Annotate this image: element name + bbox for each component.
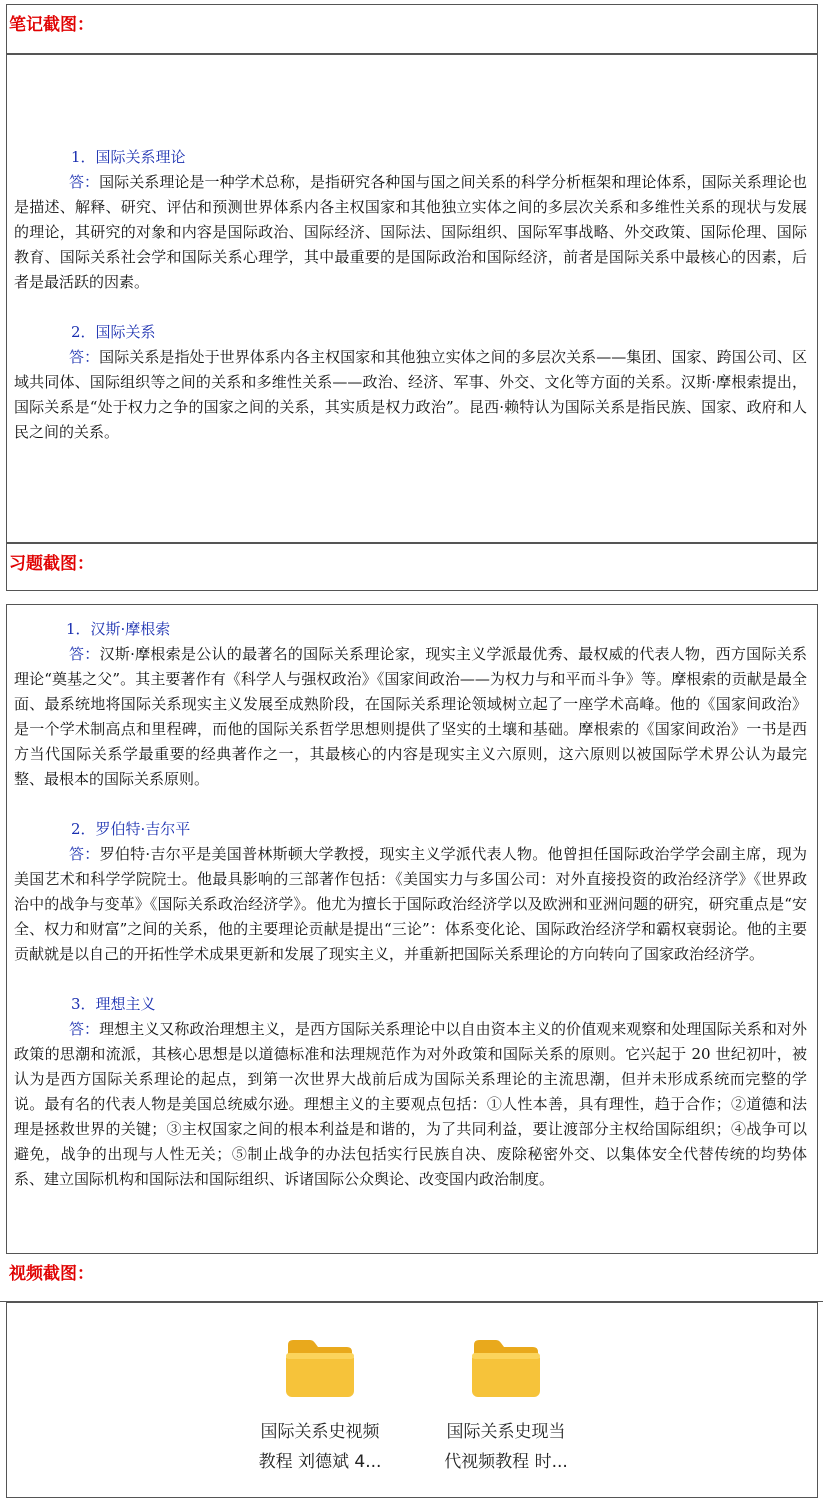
- exercise-body: 答：汉斯·摩根索是公认的最著名的国际关系理论家，现实主义学派最优秀、最权威的代表人物，西方国际关系理论“奠基之父”。其主要著作有《科学人与强权政治》《国家间政治——为权力与和平而斗争》等。摩根索的贡献是最全面、最系统地将国际关系现实主义发展至成熟阶段，在国际关系理论领域树立起了一座学术高峰。他的《国家间政治》是一个学术制高点和里程碑，而他的国际关系哲学思想则提供了坚实的土壤和基础。摩根索的《国家间政治》一书是西方当代国际关系学最重要的经典著作之一，其最核心的内容是现实主义六原则，这六原则以被国际学术界公认为最完整、最根本的国际关系原则。: [14, 645, 807, 788]
- answer-label: 答：: [69, 845, 100, 863]
- answer-label: 答：: [69, 173, 100, 191]
- video-folder-2[interactable]: [431, 1337, 581, 1477]
- note-item: [14, 145, 807, 295]
- exercise-header-box: [6, 543, 818, 591]
- answer-label: 答：: [69, 348, 100, 366]
- video-header-box: [0, 1254, 823, 1302]
- answer-label: 答：: [69, 1020, 100, 1038]
- exercise-item: [14, 817, 807, 967]
- note-body: 答：国际关系理论是一种学术总称，是指研究各种国与国之间关系的科学分析框架和理论体系，国际关系理论也是描述、解释、研究、评估和预测世界体系内各主权国家和其他独立实体之间的多层次关系和多维性关系的现状与发展的理论，其研究的对象和内容是国际政治、国际经济、国际法、国际组织、国际军事战略、外交政策、国际伦理、国际教育、国际关系社会学和国际关系心理学，其中最重要的是国际政治和国际经济，前者是国际关系中最核心的因素，后者是最活跃的因素。: [14, 173, 807, 291]
- folder-label: 国际关系史视频 教程 刘德斌 4...: [258, 1422, 382, 1472]
- exercise-title: 2．罗伯特·吉尔平: [71, 820, 191, 838]
- video-header: 视频截图：: [9, 1264, 94, 1284]
- notes-header: 笔记截图：: [9, 15, 94, 35]
- exercise-content-box: [6, 604, 818, 1254]
- exercise-header: 习题截图：: [9, 554, 94, 574]
- exercise-body: 答：理想主义又称政治理想主义，是西方国际关系理论中以自由资本主义的价值观来观察和处理国际关系和对外政策的思潮和流派，其核心思想是以道德标准和法理规范作为对外政策和国际关系的原则。它兴起于 20 世纪初叶，被认为是西方国际关系理论的起点，到第一次世界大战前后成为国际关系理论的主流思潮，但并未形成系统而完整的学说。最有名的代表人物是美国总统威尔逊。理想主义的主要观点包括：①人性本善，具有理性，趋于合作；②道德和法理是拯救世界的关键；③主权国家之间的根本利益是和谐的，为了共同利益，要让渡部分主权给国际组织；④战争可以避免，战争的出现与人性无关；⑤制止战争的办法包括实行民族自决、废除秘密外交、以集体安全代替传统的均势体系、建立国际机构和国际法和国际组织、诉诸国际公众舆论、改变国内政治制度。: [14, 1020, 807, 1188]
- video-folder-area: [0, 1305, 823, 1495]
- note-title: 1．国际关系理论: [71, 148, 186, 166]
- video-folder-1[interactable]: [245, 1337, 395, 1477]
- exercise-title: 1．汉斯·摩根索: [66, 620, 171, 638]
- note-body: 答：国际关系是指处于世界体系内各主权国家和其他独立实体之间的多层次关系——集团、国家、跨国公司、区域共同体、国际组织等之间的关系和多维性关系——政治、经济、军事、外交、文化等方面的关系。汉斯·摩根索提出，国际关系是“处于权力之争的国家之间的关系，其实质是权力政治”。昆西·赖特认为国际关系是指民族、国家、政府和人民之间的关系。: [14, 348, 807, 441]
- exercise-item: [14, 992, 807, 1192]
- folder-icon: [284, 1337, 356, 1399]
- note-item: [14, 320, 807, 445]
- note-title: 2．国际关系: [71, 323, 156, 341]
- notes-content-box: [6, 54, 818, 543]
- exercise-title: 3．理想主义: [71, 995, 156, 1013]
- exercise-item: [14, 617, 807, 792]
- folder-label: 国际关系史现当 代视频教程 时...: [444, 1422, 568, 1472]
- notes-header-box: [6, 4, 818, 54]
- exercise-body: 答：罗伯特·吉尔平是美国普林斯顿大学教授，现实主义学派代表人物。他曾担任国际政治学学会副主席，现为美国艺术和科学学院院士。他最具影响的三部著作包括：《美国实力与多国公司：对外直接投资的政治经济学》《世界政治中的战争与变革》《国际关系政治经济学》。他尤为擅长于国际政治经济学以及欧洲和亚洲问题的研究，研究重点是“安全、权力和财富”之间的关系，他的主要理论贡献是提出“三论”：体系变化论、国际政治经济学和霸权衰弱论。他的主要贡献就是以自己的开拓性学术成果更新和发展了现实主义，并重新把国际关系理论的方向转向了国家政治经济学。: [14, 845, 807, 963]
- folder-icon: [470, 1337, 542, 1399]
- answer-label: 答：: [69, 645, 100, 663]
